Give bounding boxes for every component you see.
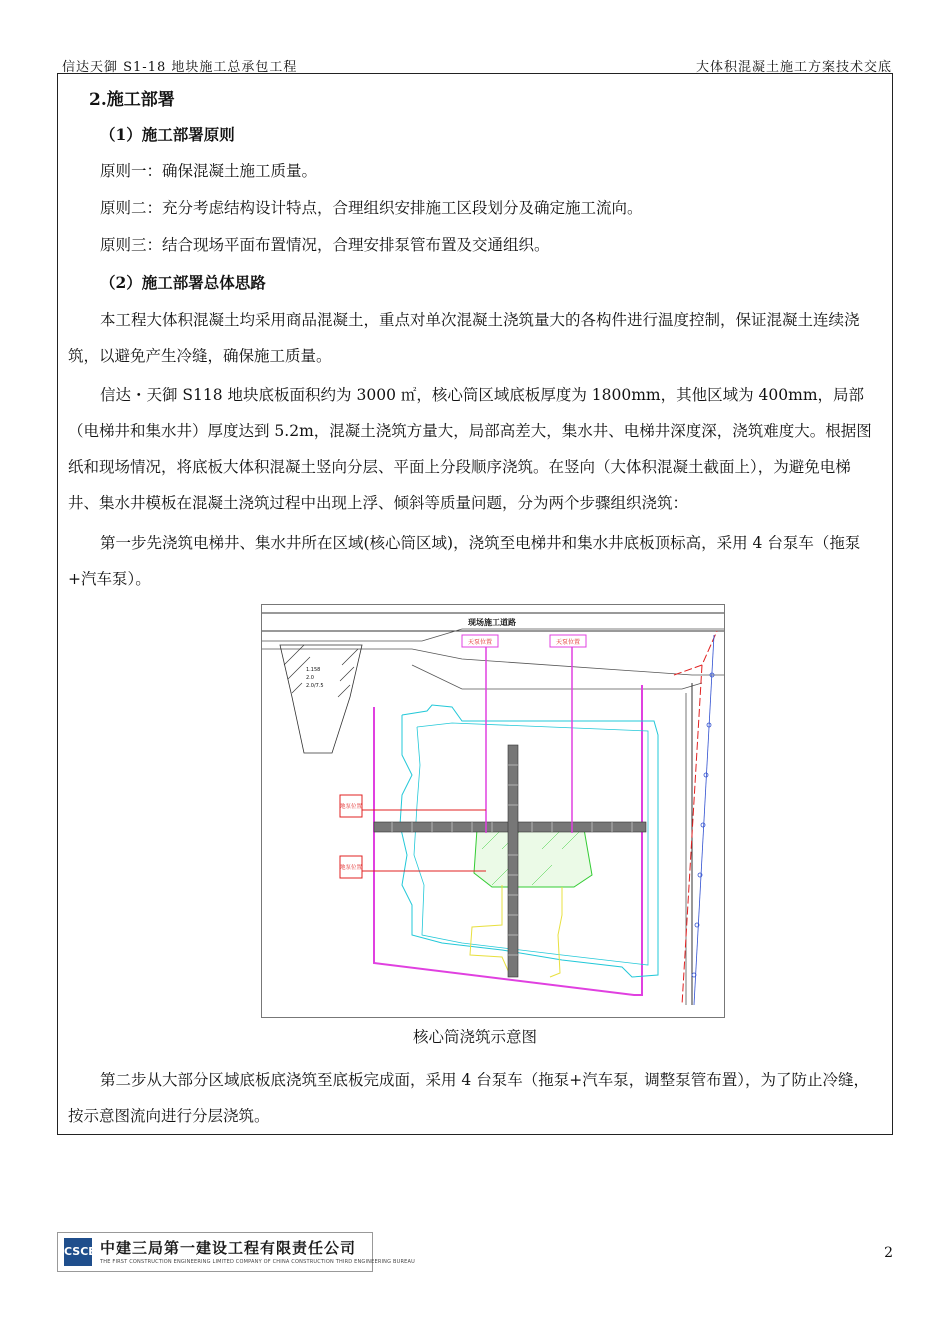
paragraph-3: 第一步先浇筑电梯井、集水井所在区域(核心筒区域)，浇筑至电梯井和集水井底板顶标高，采用 4 台泵车（拖泵+汽车泵）。 <box>68 534 861 588</box>
content-box <box>57 73 893 1135</box>
subheading-principles: （1）施工部署原则 <box>100 125 235 144</box>
paragraph-4: 第二步从大部分区域底板底浇筑至底板完成面，采用 4 台泵车（拖泵+汽车泵，调整泵管布置），为了防止冷缝，按示意图流向进行分层浇筑。 <box>68 1071 869 1125</box>
ground-pump-label-1: 地泵位置 <box>339 804 363 810</box>
blue-markers <box>692 673 714 977</box>
elev-label-1: 1.158 <box>306 667 321 673</box>
header-doc-title: 大体积混凝土施工方案技术交底 <box>695 60 892 75</box>
slope-line-2 <box>262 649 724 675</box>
principle-1: 原则一：确保混凝土施工质量。 <box>100 162 318 180</box>
pit-hatch <box>284 645 358 697</box>
green-core-zone <box>474 829 592 887</box>
top-pump-label-2: 天泵位置 <box>555 639 581 646</box>
elev-label-2: 2.0 <box>306 675 314 681</box>
core-tube-pour-diagram <box>261 604 725 1018</box>
paragraph-1: 本工程大体积混凝土均采用商品混凝土，重点对单次混凝土浇筑量大的各构件进行温度控制，保证混凝土连续浇筑，以避免产生冷缝，确保施工质量。 <box>68 311 860 365</box>
elev-label-3: 2.0/7.5 <box>306 683 324 689</box>
ground-pump-label-2: 地泵位置 <box>339 865 363 871</box>
pump-pipe-vertical <box>508 745 518 977</box>
cscec-mark-icon: CSCEC <box>64 1238 92 1266</box>
subheading-approach: （2）施工部署总体思路 <box>100 273 266 292</box>
top-pump-label-1: 天泵位置 <box>467 639 493 646</box>
page-number: 2 <box>884 1245 893 1261</box>
redline-top <box>674 631 717 675</box>
figure-caption: 核心筒浇筑示意图 <box>412 1028 537 1046</box>
slope-line-3 <box>412 665 702 689</box>
principle-3: 原则三：结合现场平面布置情况，合理安排泵管布置及交通组织。 <box>100 236 550 254</box>
company-logo <box>57 1232 415 1272</box>
company-name-cn: 中建三局第一建设工程有限责任公司 <box>100 1239 357 1257</box>
pit-section <box>280 645 362 753</box>
company-name-en: THE FIRST CONSTRUCTION ENGINEERING LIMITED COMPANY OF CHINA CONSTRUCTION THIRD ENGINEERING BUREAU <box>100 1259 415 1265</box>
section-title: 2.施工部署 <box>89 90 175 110</box>
principle-2: 原则二：充分考虑结构设计特点，合理组织安排施工区段划分及确定施工流向。 <box>100 199 643 217</box>
paragraph-2: 信达・天御 S118 地块底板面积约为 3000 ㎡，核心筒区域底板厚度为 1800mm，其他区域为 400mm，局部（电梯井和集水井）厚度达到 5.2m，混凝土浇筑方量大，局部高差大，集水井、电梯井深度深，浇筑难度大。根据图纸和现场情况，将底板大体积混凝土竖向分层、平面上分段顺序浇筑。在竖向（大体积混凝土截面上），为避免电梯井、集水井模板在混凝土浇筑过程中出现上浮、倾斜等质量问题，分为两个步骤组织浇筑： <box>68 386 872 512</box>
yellow-step-right <box>550 887 562 977</box>
diagram-svg <box>262 605 724 1017</box>
header-project: 信达天御 S1-18 地块施工总承包工程 <box>62 60 298 75</box>
blue-boundary <box>694 635 714 1005</box>
yellow-step-left <box>470 885 510 975</box>
road-label: 现场施工道路 <box>468 618 516 627</box>
